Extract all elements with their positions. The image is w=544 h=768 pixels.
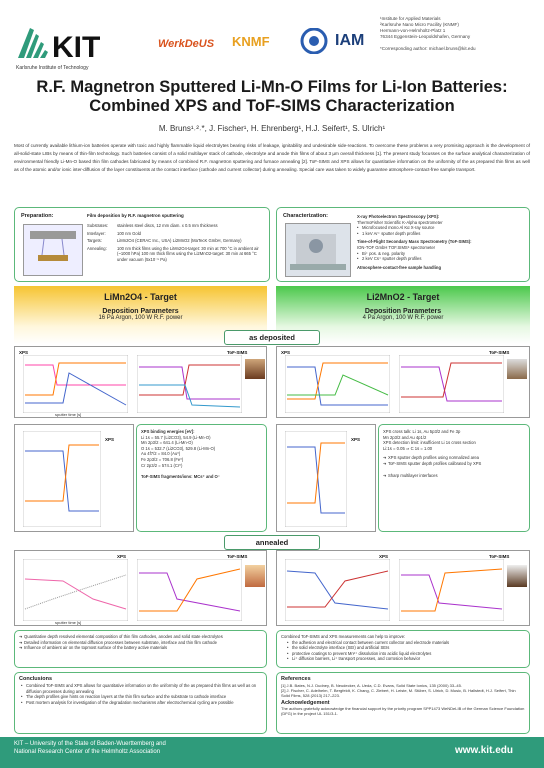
partner-logo-2: KNMF [232,34,270,49]
deposition-parameters: 16 Pa Argon, 100 W R.F. power [98,315,183,321]
xps-heading: X-ray Photoelectron Spectroscopy (XPS): [357,214,440,219]
xps-profile-1 [23,355,128,413]
binding-energy-heading: XPS binding energies [eV]: [141,429,195,434]
conclusion-item: • Combined ToF-SIMS and XPS allows for quantitative information on the uniformity of the as prepared thin films as well as on diffusion processes during annealing [21,683,262,694]
prep-row [87,223,265,229]
tof-profile-2 [399,355,504,413]
calibrated-profile-2 [285,431,347,527]
conclusion-item: • Post mortem analysis for investigation of the degradation mechanisms after electrochemical cycling are possible [21,700,262,706]
plot-label: ToF-SIMS [489,350,510,355]
affiliation-line: ²Karlsruhe Nano Micro Facility (KNMF) [380,22,459,27]
plot-label: ToF-SIMS [489,554,510,559]
prep-value: stainless steel discs, 12 mm diam. x 0.5 mm thickness [117,223,218,228]
plot-row-annealed-left [14,550,267,626]
plot-label: XPS [281,350,291,355]
deposition-heading: Deposition Parameters [364,308,442,315]
plot-label: XPS [379,554,389,559]
acknowledgement-heading: Acknowledgement [281,700,330,706]
xps-line: • 1 keV Ar⁺ sputter depth profiles [357,231,527,237]
sputter-chamber-image [23,224,83,276]
findings-panel-left [14,630,267,668]
cross-talk-line: XPS detection limit: insufficient Li 1s cross section [383,440,476,446]
cross-talk-bullet: ➔ Sharp multilayer interfaces [383,473,529,479]
annealed-tof-profile-2 [285,559,390,621]
deposition-parameters: 4 Pa Argon, 100 W R.F. power [362,315,444,321]
3d-reconstruction-image [245,359,265,379]
affiliation-line: Hermann-von-Helmholtz-Platz 1 [380,28,446,33]
footer-url[interactable]: www.kit.edu [455,745,513,756]
plot-row-as-deposited-left [14,346,267,418]
plot-row-annealed-right [276,550,530,626]
atmosphere-note: Atmosphere-contact-free sample handling [357,264,441,270]
prep-key: Annealing: [87,245,107,251]
cross-talk-line: Li:1s = 0.05 ⇒ C 1s = 1.00 [383,445,433,451]
as-deposited-label: as deposited [224,330,320,345]
cross-talk-text [383,429,529,478]
findings-panel-right [276,630,530,668]
annealed-xps-profile-1 [137,559,242,621]
improvement-item: • Li⁺ diffusion barriers, Li⁺ transport processes, and corrosion behavior [287,656,525,662]
footer-line: KIT – University of the State of Baden-Wuerttemberg and [14,741,166,747]
footer-text [14,740,166,756]
annealed-xps-profile-2 [399,559,504,621]
binding-energy-row: Mn 2p3/2 = 641.4 (Li-Mn-O) [141,440,193,446]
banner-title: Li2MnO2 - Target [366,292,440,302]
cross-talk-bullet: ➔ ToF-SIMS sputter depth profiles calibrated by XPS [383,461,529,467]
x-axis-label: sputter time [s] [55,620,82,625]
iam-logo-mark [300,28,330,54]
characterization-panel [276,207,530,282]
references-heading: References [281,676,311,682]
binding-energy-row: Au 4f7/2 = 84.0 (Au⁰) [141,451,181,457]
prep-value: 100 nm Gold [117,230,141,236]
prep-row [87,246,265,263]
author-list: M. Bruns¹˒²˒*, J. Fischer¹, H. Ehrenberg¹, H.J. Seifert¹, S. Ulrich¹ [158,124,386,133]
3d-reconstruction-image [245,565,265,587]
improvement-item: • the solid electrolyte interface (SEI) and artificial SEIs [287,645,525,651]
cross-talk-bullet: ➔ XPS sputter depth profiles using normalized area [383,455,529,461]
prep-value: 100 nm thick films using the LiMn2O4-target: 30 min at 700 °C in ambient air (~1000 hPa) 100 nm thick films using the Li2MnO2-target: 30 min at 665 °C under vacuum (5x10⁻⁵ Pa) [117,245,259,262]
partner-logo-3: IAM [335,32,365,49]
finding-item: ➔ Detailed information on elemental diffusion processes between substrate, interface and thin film cathode [19,640,262,646]
preparation-panel [14,207,270,282]
references-panel [276,672,530,734]
binding-energy-panel [136,424,267,532]
prep-row [87,238,265,244]
deposition-heading: Deposition Parameters [102,308,179,315]
plot-label: XPS [117,554,127,559]
kit-logo-text: KIT [52,31,101,64]
reference-item: [1] J.B. Bates, N.J. Dudney, B. Neudecker, A. Ueda, C.D. Evans, Solid State Ionics, 135 (2000) 33–45. [281,683,462,688]
plot-label: ToF-SIMS [227,350,248,355]
tof-line: • 2 keV Cs⁺ sputter depth profiles [357,256,527,262]
plot-label: XPS [351,437,361,442]
plot-label: ToF-SIMS [227,554,248,559]
title-line-2: Combined XPS and ToF-SIMS Characterization [89,97,455,115]
preparation-title: Preparation: [21,213,54,219]
xps-line: • Microfocused mono Al Kα X-ray source [357,225,527,231]
characterization-title: Characterization: [283,213,328,219]
xps-profile-2 [285,355,390,413]
characterization-text [357,214,527,270]
conclusions-panel [14,672,267,734]
corresponding-author: *Corresponding author: michael.bruns@kit.edu [380,46,476,51]
conclusion-item: • The depth profiles give hints on reaction layers at the thin film surface and the substrate to cathode interface [21,694,262,700]
finding-item: ➔ Influence of ambient air on the topmost surface of the battery active materials [19,645,262,651]
title-line-1: R.F. Magnetron Sputtered Li-Mn-O Films for Li-Ion Batteries: [36,78,508,96]
binding-energy-row: O 1s = 532.7 (Li2CO3), 529.8 (Li-Mn-O) [141,445,216,451]
prep-key: Substrates: [87,223,109,228]
kit-logo-subtitle: Karlsruhe Institute of Technology [16,65,89,71]
acknowledgement-text: The authors gratefully acknowledge the financial support by the priority program SPP1473 WeNDeLIB of the German Science Foundation (DFG) in the project UL 151/3-1. [281,706,525,716]
binding-energy-row: Li 1s = 55.7 (Li2CO3), 54.9 (Li-Mn-O) [141,434,211,440]
banner-title: LiMn2O4 - Target [104,292,177,302]
tof-line: • Bi⁺ pos. & neg. polarity [357,251,527,257]
improvements-heading: Combined ToF-SIMS and XPS measurements can help to improve: [281,634,406,639]
plot-label: XPS [19,350,29,355]
tof-heading: Time-of-Flight Secondary Mass Spectrometry (ToF-SIMS): [357,239,472,245]
calibrated-profile-1 [23,431,101,527]
annealed-tof-profile-1 [23,559,128,621]
preparation-heading: Film deposition by R.F. magnetron sputtering [87,213,184,218]
plot-label: XPS [105,437,115,442]
poster-title [0,78,544,116]
abstract: Most of currently available lithium-ion batteries operate with toxic and highly flammable liquid electrolytes bearing risks of leakage, ignitability and undesirable side-reactions. To overcome these problems a very promising approach is the development of all-solid-state LIBs by means of thin-film technology. Such batteries consist of a solid multilayer stack of cathode, electrolyte and anode thin films of about 3 µm overall thickness [1]. The present study focusses on the surface analytical characterization of environmental friendly Li-Mn-O based thin film cathodes fabricated by means of combined R.F. magnetron sputtering and furnace annealing [2]. ToF-SIMS and XPS allows for quantitative information on the uniformity of the as prepared thin films as well as of the atomic and/or ionic inter-diffusion of the layer constituents at the contact interface (cathode and current collector) during annealing. Special care was taken to widely guarantee atmosphere-contact-free sample transport. [14,143,530,172]
prep-key: Interlayer: [87,230,106,236]
conclusions-heading: Conclusions [19,676,53,682]
partner-logo-1: WerkDeUS [158,38,215,50]
affiliation-line: 76344 Eggenstein-Leopoldshafen, Germany [380,34,471,39]
reference-item: [2] J. Fischer, C. Adelhelm, T. Bergfeldt, K. Chang, C. Ziebert, H. Leiste, M. Stüber, S. Ulrich, D. Music, B. Hallstedt, H.J. Seifert, Thin Solid Films, 528 (2013) 217–223. [281,688,516,698]
preparation-rows [87,223,265,263]
tof-calibrated-plot-2 [276,424,376,532]
binding-energy-text [141,429,266,480]
plot-row-as-deposited-right [276,346,530,418]
prep-key: Targets: [87,238,102,244]
binding-energy-row: Fe 2p3/2 = 706.8 (Fe⁰) [141,456,184,462]
annealed-label: annealed [224,535,320,550]
cross-talk-line: Mn 2p3/2 and Au 4p1/2 [383,434,427,440]
binding-energy-row: Cr 2p3/2 = 574.1 (Cr⁰) [141,462,183,468]
tof-line: ION-TOF GmbH TOF.SIMS⁵ spectrometer [357,244,436,250]
improvement-item: • protective coatings to prevent Mn²⁺ dissolution into acidic liquid electrolytes [287,651,525,657]
xps-line: ThermoFisher Scientific K-Alpha spectrometer [357,219,443,225]
tof-calibrated-plot [14,424,134,532]
affiliation-line: ¹Institute for Applied Materials [380,16,441,21]
tof-profile-1 [137,355,242,413]
affiliations [380,16,540,52]
instrument-image [285,223,351,277]
improvement-item: • the adhesion and electrical contact between current collector and electrode materials [287,640,525,646]
x-axis-label: sputter time [s] [55,412,82,417]
kit-logo [14,22,124,64]
prep-row [87,231,265,237]
footer-line: National Research Center of the Helmholtz Association [14,749,161,755]
cross-talk-line: XPS cross talk: Li 1s, Au 5p3/2 and Fe 3p [383,429,461,434]
3d-reconstruction-image [507,359,527,379]
cross-talk-panel [378,424,530,532]
3d-reconstruction-image [507,565,527,587]
tof-fragments-note: ToF-SIMS fragments/ions: MCs⁺ and O⁻ [141,474,221,480]
finding-item: ➔ Quantitative depth resolved elemental composition of thin film cathodes, anodes and solid state electrolytes [19,634,262,640]
prep-value: LiMn2O4 (CERAC Inc., USA) Li2MnO2 (MaTecK GmbH, Germany) [117,238,242,244]
